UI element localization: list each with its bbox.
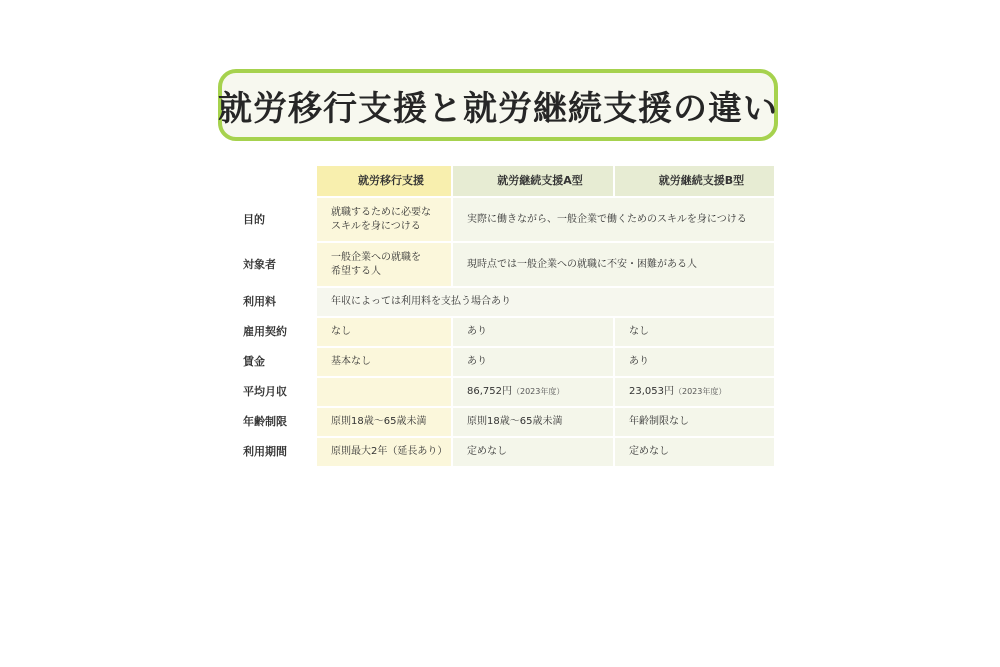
cell-contract-a: あり [452, 317, 614, 347]
header-keizoku-a: 就労継続支援A型 [452, 166, 614, 197]
cell-age-b: 年齢制限なし [614, 407, 775, 437]
row-label-target: 対象者 [229, 242, 316, 287]
cell-fee-all: 年収によっては利用料を支払う場合あり [316, 287, 775, 317]
income-a-note: （2023年度） [512, 387, 565, 396]
table-row [229, 317, 775, 347]
cell-purpose-ikou [316, 197, 452, 242]
row-label-period: 利用期間 [229, 437, 316, 467]
cell-age-ikou: 原則18歳～65歳未満 [316, 407, 452, 437]
row-label-income: 平均月収 [229, 377, 316, 407]
table-row [229, 287, 775, 317]
cell-period-b: 定めなし [614, 437, 775, 467]
cell-target-ikou [316, 242, 452, 287]
table-corner [229, 166, 316, 197]
row-label-age: 年齢制限 [229, 407, 316, 437]
cell-income-a [452, 377, 614, 407]
row-label-fee: 利用料 [229, 287, 316, 317]
cell-contract-ikou: なし [316, 317, 452, 347]
income-a-value: 86,752円 [467, 386, 512, 397]
cell-period-a: 定めなし [452, 437, 614, 467]
header-ikou: 就労移行支援 [316, 166, 452, 197]
page-title: 就労移行支援と就労継続支援の違い [218, 88, 778, 129]
comparison-table [229, 166, 776, 468]
header-keizoku-b: 就労継続支援B型 [614, 166, 775, 197]
cell-contract-b: なし [614, 317, 775, 347]
table-header-row [229, 166, 775, 197]
cell-text: 希望する人 [331, 265, 381, 277]
row-label-wage: 賃金 [229, 347, 316, 377]
cell-text: 一般企業への就職を [331, 251, 421, 263]
cell-target-ab: 現時点では一般企業への就職に不安・困難がある人 [452, 242, 775, 287]
cell-income-b [614, 377, 775, 407]
table-row [229, 197, 775, 242]
table-row [229, 242, 775, 287]
page-title-box [218, 69, 778, 141]
cell-wage-ikou: 基本なし [316, 347, 452, 377]
table-row [229, 347, 775, 377]
cell-age-a: 原則18歳～65歳未満 [452, 407, 614, 437]
income-b-note: （2023年度） [674, 387, 727, 396]
row-label-purpose: 目的 [229, 197, 316, 242]
cell-text: スキルを身につける [331, 220, 421, 232]
cell-wage-b: あり [614, 347, 775, 377]
cell-period-ikou: 原則最大2年（延長あり） [316, 437, 452, 467]
cell-wage-a: あり [452, 347, 614, 377]
cell-text: 就職するために必要な [331, 206, 431, 218]
table-row [229, 407, 775, 437]
cell-income-ikou [316, 377, 452, 407]
income-b-value: 23,053円 [629, 386, 674, 397]
cell-purpose-ab: 実際に働きながら、一般企業で働くためのスキルを身につける [452, 197, 775, 242]
table-row [229, 377, 775, 407]
row-label-contract: 雇用契約 [229, 317, 316, 347]
table-row [229, 437, 775, 467]
